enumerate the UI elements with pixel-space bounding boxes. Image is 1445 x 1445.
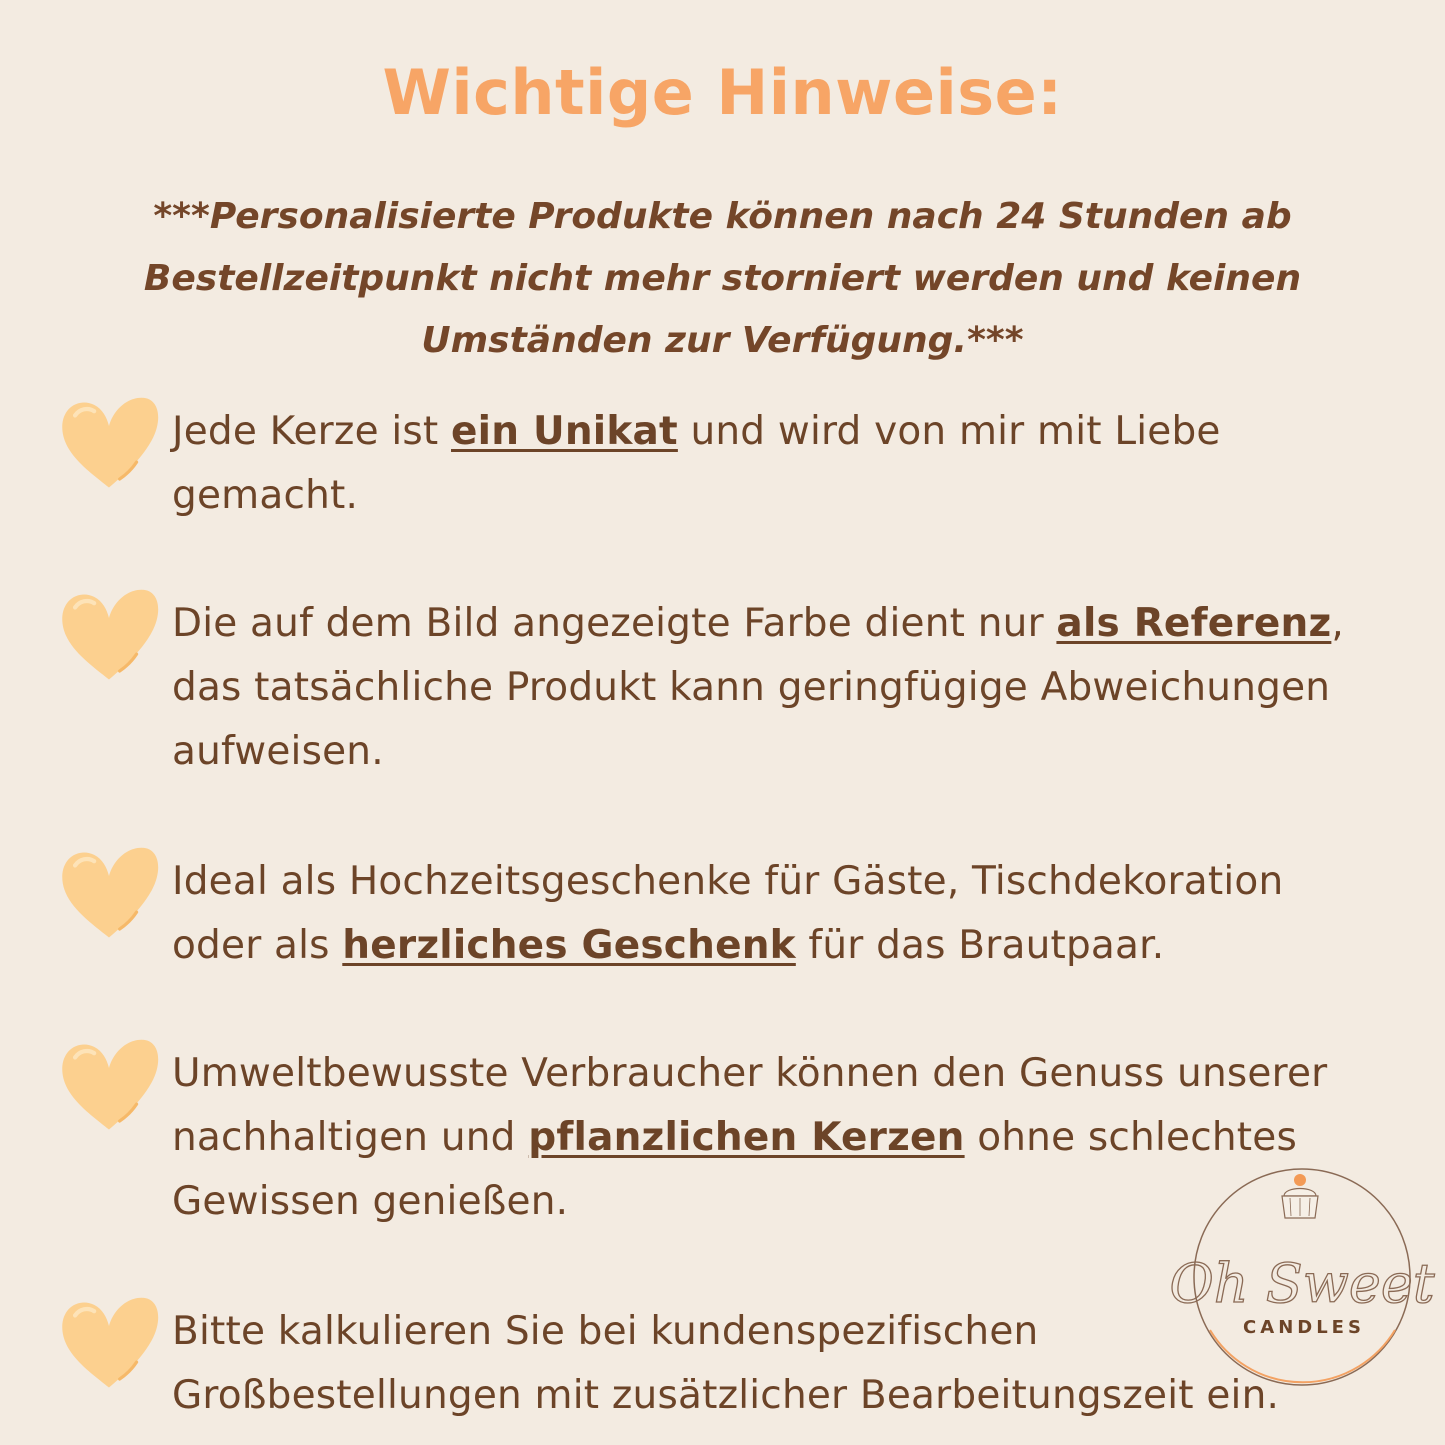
item-text-before: Umweltbewusste Verbraucher können den Genuss unserer nachhaltigen und [172,1051,1328,1160]
logo-script: Oh Sweet [1169,1252,1435,1315]
item-emphasis: herzliches Geschenk [342,923,796,968]
item-emphasis: als Referenz [1056,601,1332,646]
brand-logo [1169,1160,1435,1392]
item-text [172,400,1382,528]
heart-icon [56,1290,162,1396]
item-emphasis: ein Unikat [451,409,678,454]
cancellation-notice: ***Personalisierte Produkte können nach 24 Stunden ab Bestellzeitpunkt nicht mehr storniert werden und keinen Umständen zur Verfügung.*** [143,196,1302,361]
item-text-after: für das Brautpaar. [795,923,1165,968]
heart-icon [56,390,162,496]
item-text-before: Bitte kalkulieren Sie bei kundenspezifischen Großbestellungen mit zusätzlicher Bearbeitungszeit ein. [172,1309,1280,1418]
item-text-before: Ideal als Hochzeitsgeschenke für Gäste, Tischdekoration oder als [172,859,1284,968]
item-emphasis: pflanzlichen Kerzen [528,1115,965,1160]
item-text-before: Die auf dem Bild angezeigte Farbe dient nur [172,601,1057,646]
heart-icon [56,582,162,688]
heart-icon [56,840,162,946]
item-text-after: und wird von mir mit Liebe gemacht. [172,409,1221,518]
item-text-after: ohne schlechtes Gewissen genießen. [172,1115,1297,1224]
item-text-after: , das tatsächliche Produkt kann geringfügige Abweichungen aufweisen. [172,601,1344,774]
heart-icon [56,1032,162,1138]
item-text-before: Jede Kerze ist [172,409,452,454]
logo-wordmark: CANDLES [1243,1317,1365,1338]
item-text [172,850,1382,978]
item-text [172,592,1382,784]
page-title: Wichtige Hinweise: [382,56,1063,129]
cupcake-icon [1282,1174,1318,1218]
